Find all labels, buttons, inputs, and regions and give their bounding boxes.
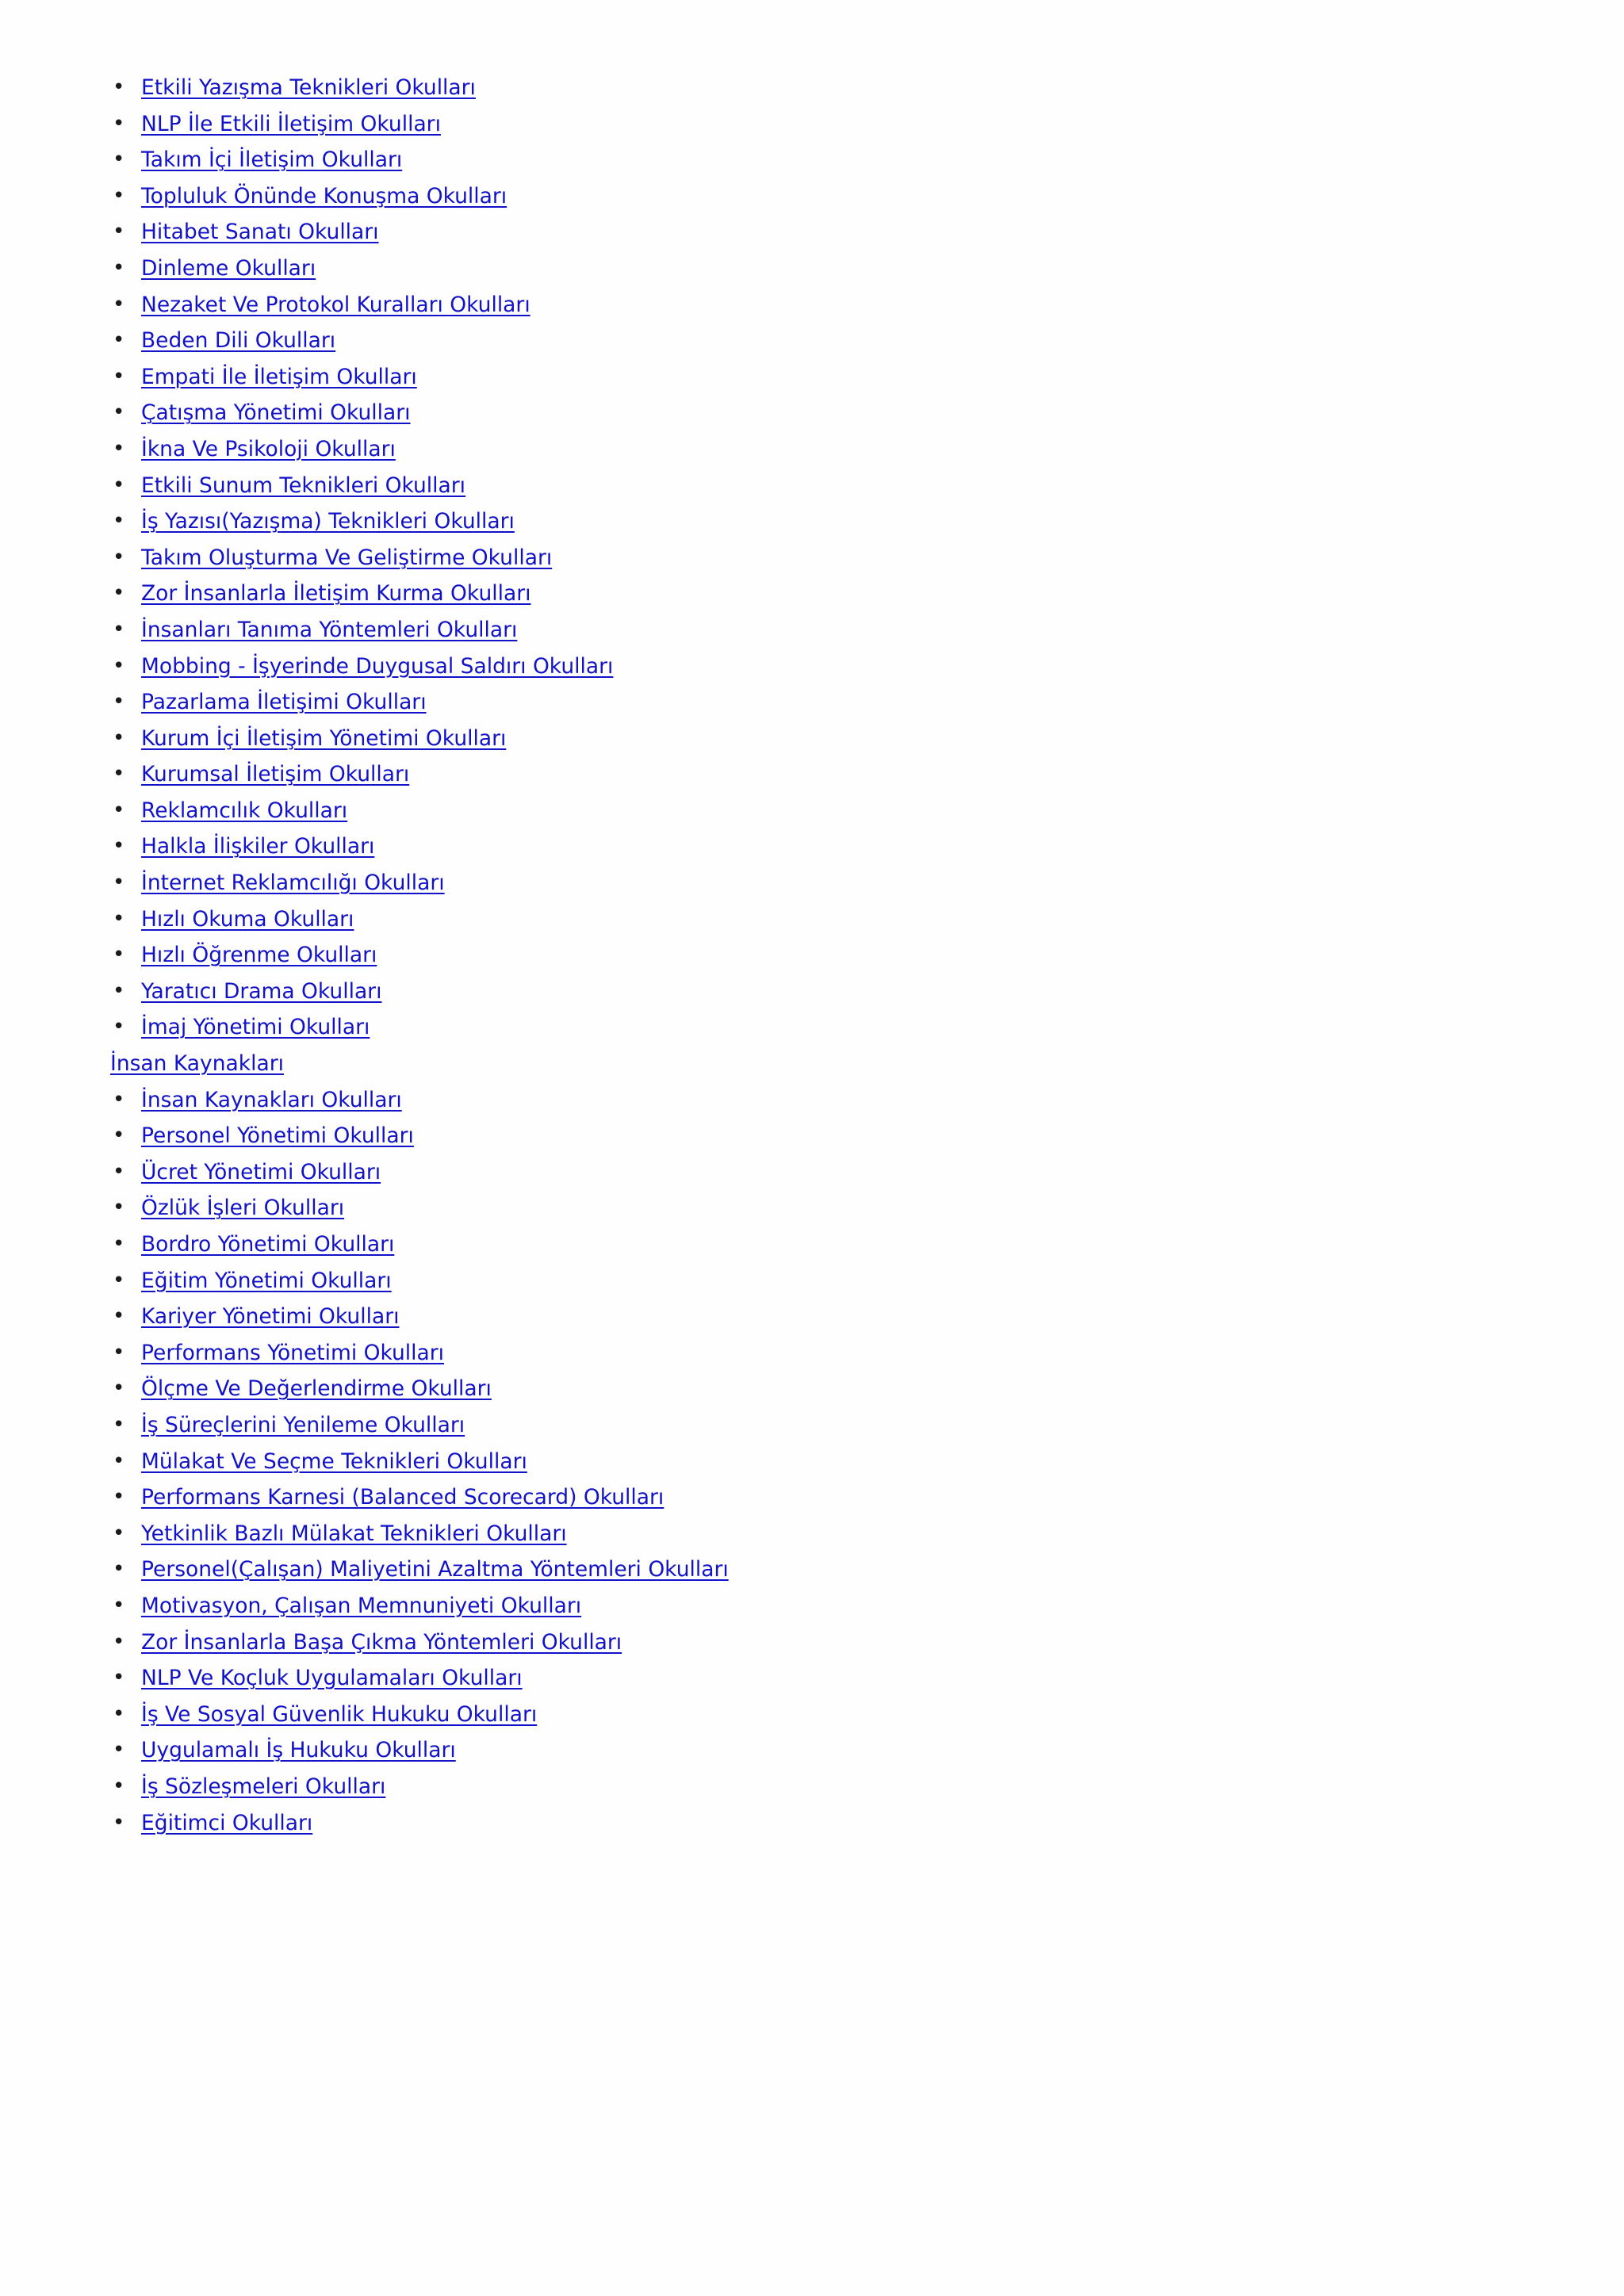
course-link[interactable]: NLP İle Etkili İletişim Okulları [141,111,441,136]
bullet-icon: • [113,1087,125,1112]
course-link[interactable]: Ücret Yönetimi Okulları [141,1159,381,1184]
bullet-icon: • [113,1159,125,1184]
communication-link-list [110,70,1506,1046]
list-item [110,1588,1506,1624]
bullet-icon: • [113,545,125,569]
list-item [110,684,1506,721]
bullet-icon: • [113,436,125,461]
list-item [110,431,1506,468]
bullet-icon: • [113,690,125,714]
bullet-icon: • [113,75,125,99]
course-link[interactable]: Mülakat Ve Seçme Teknikleri Okulları [141,1448,527,1474]
list-item [110,1732,1506,1769]
list-item [110,1335,1506,1372]
bullet-icon: • [113,509,125,534]
course-link[interactable]: Motivasyon, Çalışan Memnuniyeti Okulları [141,1593,582,1618]
course-link[interactable]: Yaratıcı Drama Okulları [141,978,382,1004]
course-link[interactable]: Hitabet Sanatı Okulları [141,220,379,245]
bullet-icon: • [113,147,125,172]
list-item [110,1444,1506,1480]
course-link[interactable]: Zor İnsanlarla İletişim Kurma Okulları [141,581,531,607]
bullet-icon: • [113,473,125,497]
course-link[interactable]: Eğitimci Okulları [141,1810,313,1835]
course-link[interactable]: Halkla İlişkiler Okulları [141,834,375,859]
list-item [110,1805,1506,1842]
list-item [110,756,1506,793]
bullet-icon: • [113,1304,125,1329]
course-link[interactable]: Hızlı Okuma Okulları [141,906,354,932]
list-item [110,721,1506,757]
course-link[interactable]: Takım Oluşturma Ve Geliştirme Okulları [141,545,553,570]
list-item [110,1118,1506,1154]
bullet-icon: • [113,725,125,750]
list-item [110,468,1506,504]
course-link[interactable]: Dinleme Okulları [141,255,316,281]
course-link[interactable]: İş Ve Sosyal Güvenlik Hukuku Okulları [141,1701,538,1727]
course-link[interactable]: Beden Dili Okulları [141,328,336,354]
course-link[interactable]: Çatışma Yönetimi Okulları [141,400,411,426]
list-item [110,142,1506,178]
course-link[interactable]: Yetkinlik Bazlı Mülakat Teknikleri Okulları [141,1521,567,1546]
bullet-icon: • [113,581,125,606]
bullet-icon: • [113,1810,125,1835]
course-link[interactable]: İş Yazısı(Yazışma) Teknikleri Okulları [141,509,515,534]
bullet-icon: • [113,943,125,967]
course-link[interactable]: İnternet Reklamcılığı Okulları [141,871,445,896]
list-item [110,1516,1506,1552]
list-item [110,287,1506,323]
course-link[interactable]: Zor İnsanlarla Başa Çıkma Yöntemleri Okulları [141,1629,622,1655]
bullet-icon: • [113,1593,125,1617]
bullet-icon: • [113,255,125,280]
course-link[interactable]: Personel Yönetimi Okulları [141,1123,414,1149]
bullet-icon: • [113,1629,125,1654]
course-link[interactable]: Kurumsal İletişim Okulları [141,762,410,787]
course-link[interactable]: NLP Ve Koçluk Uygulamaları Okulları [141,1666,523,1691]
bullet-icon: • [113,1376,125,1401]
course-link[interactable]: Ölçme Ve Değerlendirme Okulları [141,1376,492,1402]
course-link[interactable]: Personel(Çalışan) Maliyetini Azaltma Yöntemleri Okulları [141,1557,729,1582]
course-link[interactable]: Performans Karnesi (Balanced Scorecard) Okulları [141,1485,665,1510]
course-link[interactable]: İmaj Yönetimi Okulları [141,1015,370,1040]
bullet-icon: • [113,183,125,208]
list-item [110,1407,1506,1444]
bullet-icon: • [113,834,125,859]
list-item [110,865,1506,901]
list-item [110,937,1506,974]
bullet-icon: • [113,1340,125,1364]
bullet-icon: • [113,1521,125,1545]
list-item [110,359,1506,396]
list-item [110,70,1506,106]
list-item [110,1552,1506,1588]
list-item [110,1263,1506,1299]
bullet-icon: • [113,1485,125,1510]
list-item [110,214,1506,251]
course-link[interactable]: İnsan Kaynakları Okulları [141,1087,402,1112]
list-item [110,1769,1506,1805]
course-link[interactable]: Mobbing - İşyerinde Duygusal Saldırı Okulları [141,653,614,679]
bullet-icon: • [113,617,125,641]
course-link[interactable]: Etkili Sunum Teknikleri Okulları [141,473,466,498]
list-item [110,1697,1506,1733]
list-item [110,540,1506,576]
bullet-icon: • [113,1701,125,1726]
list-item [110,178,1506,215]
list-item [110,251,1506,287]
bullet-icon: • [113,1557,125,1582]
course-link[interactable]: Kariyer Yönetimi Okulları [141,1304,400,1330]
bullet-icon: • [113,1774,125,1798]
list-item [110,106,1506,143]
course-link[interactable]: Reklamcılık Okulları [141,798,348,823]
bullet-icon: • [113,328,125,353]
list-item [110,323,1506,359]
list-item [110,828,1506,865]
bullet-icon: • [113,292,125,316]
list-item [110,901,1506,938]
course-link[interactable]: Kurum İçi İletişim Yönetimi Okulları [141,725,507,751]
bullet-icon: • [113,653,125,678]
list-item [110,1371,1506,1407]
bullet-icon: • [113,1738,125,1762]
bullet-icon: • [113,364,125,388]
course-link[interactable]: İnsanları Tanıma Yöntemleri Okulları [141,617,518,642]
bullet-icon: • [113,220,125,244]
course-link[interactable]: Uygulamalı İş Hukuku Okulları [141,1738,456,1763]
course-link[interactable]: İkna Ve Psikoloji Okulları [141,436,396,461]
bullet-icon: • [113,1232,125,1256]
list-item [110,1479,1506,1516]
bullet-icon: • [113,906,125,931]
bullet-icon: • [113,1412,125,1437]
hr-category-link[interactable]: İnsan Kaynakları [110,1051,284,1077]
course-link[interactable]: Empati İle İletişim Okulları [141,364,417,389]
list-item [110,793,1506,829]
course-link[interactable]: Pazarlama İletişimi Okulları [141,690,427,715]
bullet-icon: • [113,1015,125,1039]
list-item [110,1624,1506,1661]
document-content [110,70,1506,1841]
course-link[interactable]: Takım İçi İletişim Okulları [141,147,403,173]
list-item [110,974,1506,1010]
course-link[interactable]: Eğitim Yönetimi Okulları [141,1268,392,1293]
bullet-icon: • [113,1123,125,1148]
course-link[interactable]: Bordro Yönetimi Okulları [141,1232,395,1257]
course-link[interactable]: Performans Yönetimi Okulları [141,1340,445,1365]
course-link[interactable]: Hızlı Öğrenme Okulları [141,943,377,968]
hr-section-heading [110,1046,1506,1082]
course-link[interactable]: Nezaket Ve Protokol Kuralları Okulları [141,292,530,317]
bullet-icon: • [113,400,125,425]
list-item [110,1226,1506,1263]
list-item [110,503,1506,540]
bullet-icon: • [113,1196,125,1220]
list-item [110,1009,1506,1046]
bullet-icon: • [113,978,125,1003]
list-item [110,612,1506,649]
hr-link-list [110,1082,1506,1841]
list-item [110,395,1506,431]
list-item [110,649,1506,685]
list-item [110,1082,1506,1119]
course-link[interactable]: İş Süreçlerini Yenileme Okulları [141,1412,465,1437]
bullet-icon: • [113,762,125,786]
course-link[interactable]: İş Sözleşmeleri Okulları [141,1774,386,1799]
course-link[interactable]: Topluluk Önünde Konuşma Okulları [141,183,508,209]
list-item [110,576,1506,612]
bullet-icon: • [113,1268,125,1292]
bullet-icon: • [113,1448,125,1473]
bullet-icon: • [113,111,125,136]
list-item [110,1660,1506,1697]
course-link[interactable]: Özlük İşleri Okulları [141,1196,345,1221]
bullet-icon: • [113,1666,125,1690]
list-item [110,1154,1506,1191]
list-item [110,1299,1506,1335]
bullet-icon: • [113,798,125,822]
list-item [110,1190,1506,1226]
bullet-icon: • [113,871,125,895]
course-link[interactable]: Etkili Yazışma Teknikleri Okulları [141,75,476,100]
